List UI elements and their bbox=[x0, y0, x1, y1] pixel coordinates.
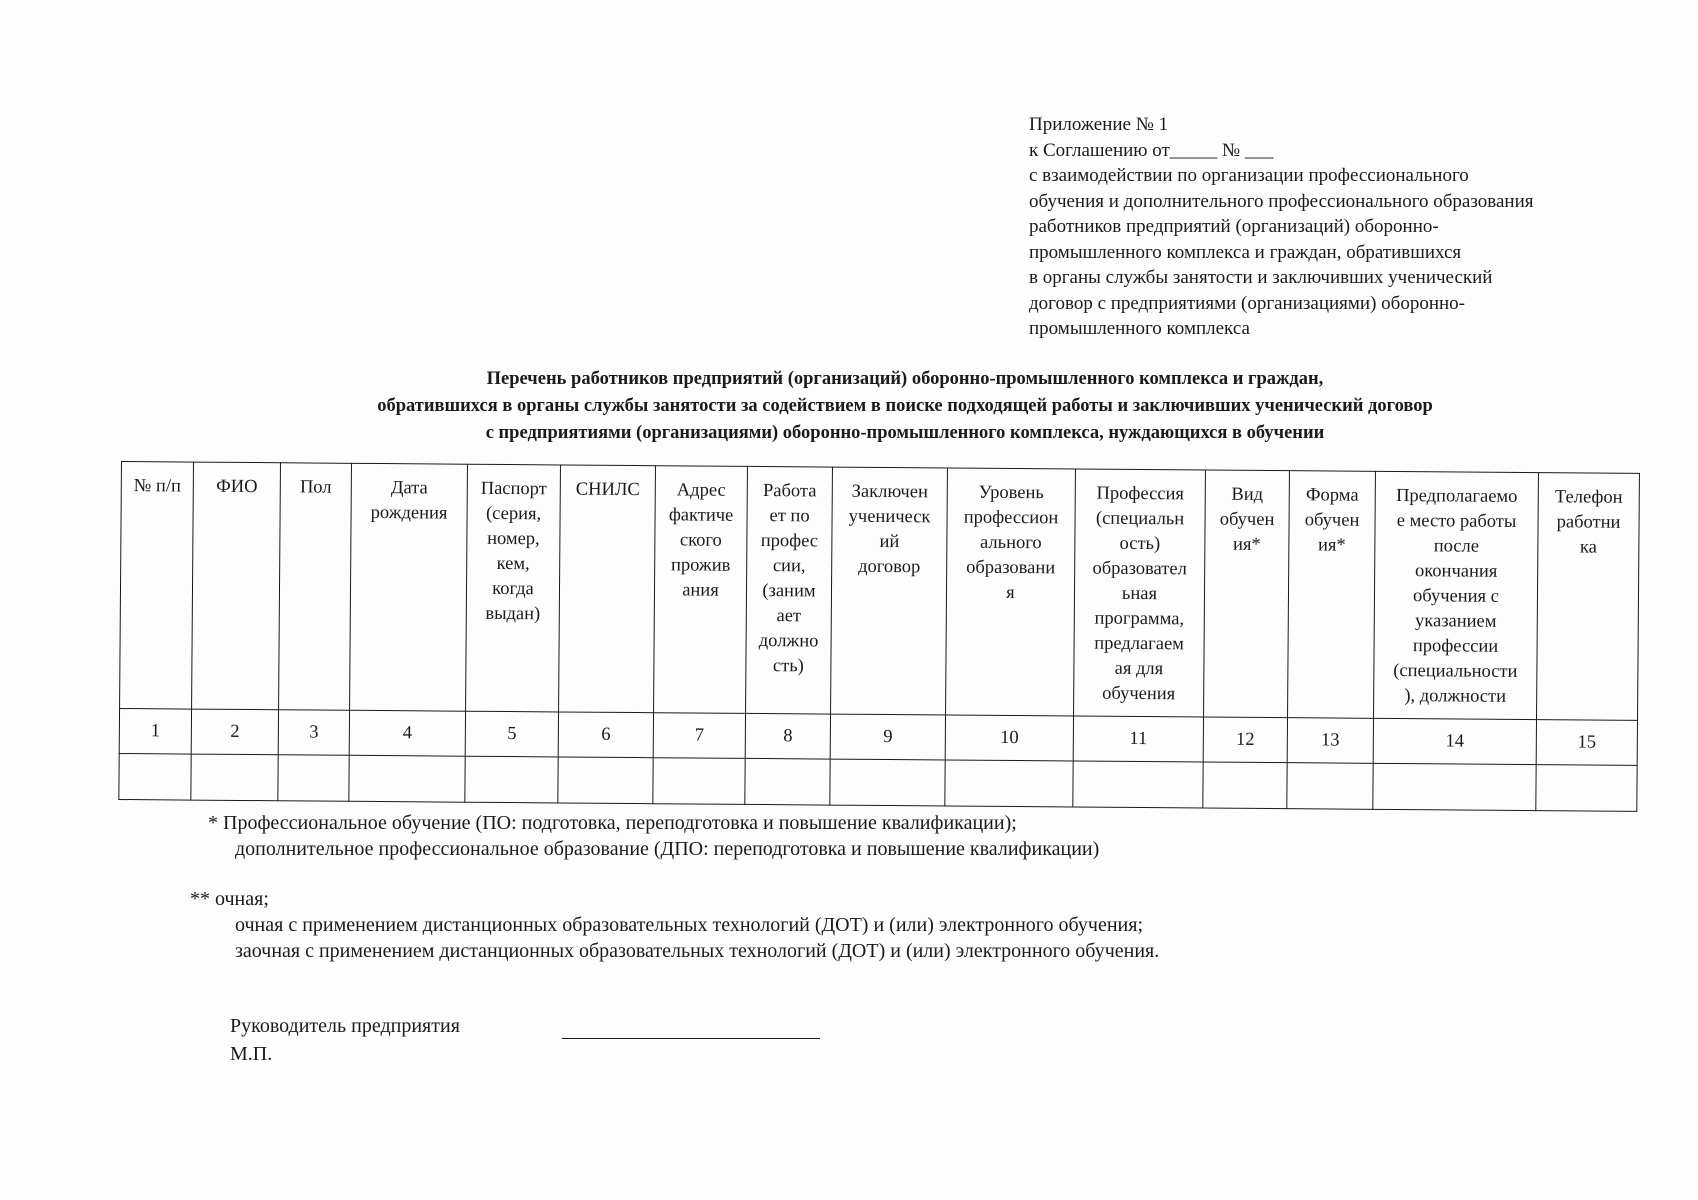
column-header-training-type: Вид обучен ия* bbox=[1204, 470, 1290, 718]
column-number: 12 bbox=[1203, 717, 1287, 763]
footnote-text: дополнительное профессиональное образование (ДПО: переподготовка и повышение квалификации) bbox=[235, 838, 1100, 860]
appendix-line: к Соглашению от_____ № ___ bbox=[1029, 139, 1274, 161]
footnote-text: заочная с применением дистанционных образовательных технологий (ДОТ) и (или) электронного обучения. bbox=[235, 940, 1160, 962]
column-number: 13 bbox=[1287, 718, 1373, 764]
footnote-text: Профессиональное обучение (ПО: подготовка, переподготовка и повышение квалификации); bbox=[223, 812, 1017, 834]
column-number: 15 bbox=[1536, 720, 1637, 766]
column-number: 1 bbox=[119, 708, 191, 754]
empty-cell bbox=[1287, 763, 1373, 810]
column-header-birth-date: Дата рождения bbox=[350, 463, 468, 711]
footnotes bbox=[190, 810, 1160, 964]
empty-cell bbox=[191, 754, 278, 801]
column-header-number: № п/п bbox=[120, 462, 194, 710]
empty-cell bbox=[830, 759, 945, 806]
column-header-passport: Паспорт (серия, номер, кем, когда выдан) bbox=[466, 464, 561, 712]
column-number: 14 bbox=[1373, 718, 1536, 764]
empty-cell bbox=[1203, 762, 1287, 809]
footnote-training-form bbox=[190, 886, 1159, 912]
footnote-text: очная; bbox=[215, 888, 269, 910]
column-header-training-form: Форма обучен ия* bbox=[1288, 471, 1376, 719]
appendix-line: с взаимодействии по организации профессионального bbox=[1029, 165, 1469, 186]
register-table-wrapper bbox=[118, 461, 1639, 812]
empty-cell bbox=[1536, 765, 1637, 812]
appendix-line: работников предприятий (организаций) оборонно- bbox=[1029, 216, 1439, 237]
column-number: 4 bbox=[349, 710, 465, 756]
empty-cell bbox=[278, 755, 349, 802]
column-number: 10 bbox=[945, 715, 1073, 761]
document-title bbox=[180, 366, 1630, 447]
empty-cell bbox=[349, 755, 465, 802]
footnote-double-star-mark: ** bbox=[190, 888, 210, 910]
empty-cell bbox=[119, 753, 191, 800]
empty-cell bbox=[1073, 761, 1203, 808]
appendix-line: в органы службы занятости и заключивших ученический bbox=[1029, 267, 1493, 288]
appendix-header bbox=[1029, 112, 1669, 342]
column-number: 5 bbox=[465, 711, 558, 757]
column-header-works-in-profession: Работа ет по профес сии, (заним ает должно сть) bbox=[746, 466, 833, 714]
column-header-sex: Пол bbox=[279, 463, 352, 711]
column-number: 7 bbox=[653, 713, 745, 759]
footnote-training-type bbox=[208, 810, 1159, 836]
column-number: 9 bbox=[830, 714, 945, 760]
appendix-line: промышленного комплекса и граждан, обратившихся bbox=[1029, 241, 1462, 263]
title-line: с предприятиями (организациями) оборонно-промышленного комплекса, нуждающихся в обучении bbox=[485, 423, 1325, 443]
appendix-line: промышленного комплекса bbox=[1029, 318, 1250, 339]
column-header-apprentice-contract: Заключен ученическ ий договор bbox=[831, 467, 948, 715]
footnote-text: очная с применением дистанционных образовательных технологий (ДОТ) и (или) электронного обучения; bbox=[235, 914, 1144, 936]
column-header-address: Адрес фактиче ского прожив ания bbox=[654, 466, 748, 714]
empty-cell bbox=[945, 760, 1073, 807]
title-line: Перечень работников предприятий (организаций) оборонно-промышленного комплекса и граждан, bbox=[486, 369, 1324, 389]
signature-block bbox=[230, 1012, 460, 1068]
register-table bbox=[118, 461, 1640, 812]
column-header-phone: Телефон работни ка bbox=[1537, 473, 1640, 721]
column-header-profession-program: Профессия (специальн ость) образовател ьная программа, предлагаем ая для обучения bbox=[1074, 469, 1206, 717]
column-header-snils: СНИЛС bbox=[559, 465, 656, 713]
empty-cell bbox=[558, 757, 653, 804]
column-header-education-level: Уровень профессион ального образовани я bbox=[946, 468, 1076, 716]
signature-line bbox=[562, 1038, 820, 1039]
column-header-expected-workplace: Предполагаемо е место работы после окончания обучения с указанием профессии (специальности ), должности bbox=[1374, 471, 1539, 719]
column-number: 3 bbox=[278, 710, 349, 756]
empty-cell bbox=[465, 756, 558, 803]
appendix-line: Приложение № 1 bbox=[1029, 114, 1169, 135]
column-number: 2 bbox=[191, 709, 278, 755]
signatory-role: Руководитель предприятия bbox=[230, 1015, 460, 1037]
empty-cell bbox=[653, 758, 745, 805]
title-line: обратившихся в органы службы занятости за содействием в поиске подходящей работы и заключивших ученический договор bbox=[377, 396, 1433, 416]
empty-cell bbox=[745, 758, 830, 805]
column-number: 8 bbox=[745, 713, 830, 759]
column-number: 6 bbox=[558, 712, 653, 758]
header-row bbox=[120, 462, 1640, 721]
footnote-star-mark: * bbox=[208, 812, 218, 834]
appendix-line: договор с предприятиями (организациями) оборонно- bbox=[1029, 292, 1466, 314]
column-header-fio: ФИО bbox=[192, 462, 281, 710]
column-number: 11 bbox=[1073, 716, 1203, 762]
empty-cell bbox=[1373, 763, 1536, 810]
appendix-line: обучения и дополнительного профессионального образования bbox=[1029, 190, 1534, 212]
seal-place: М.П. bbox=[230, 1043, 273, 1065]
